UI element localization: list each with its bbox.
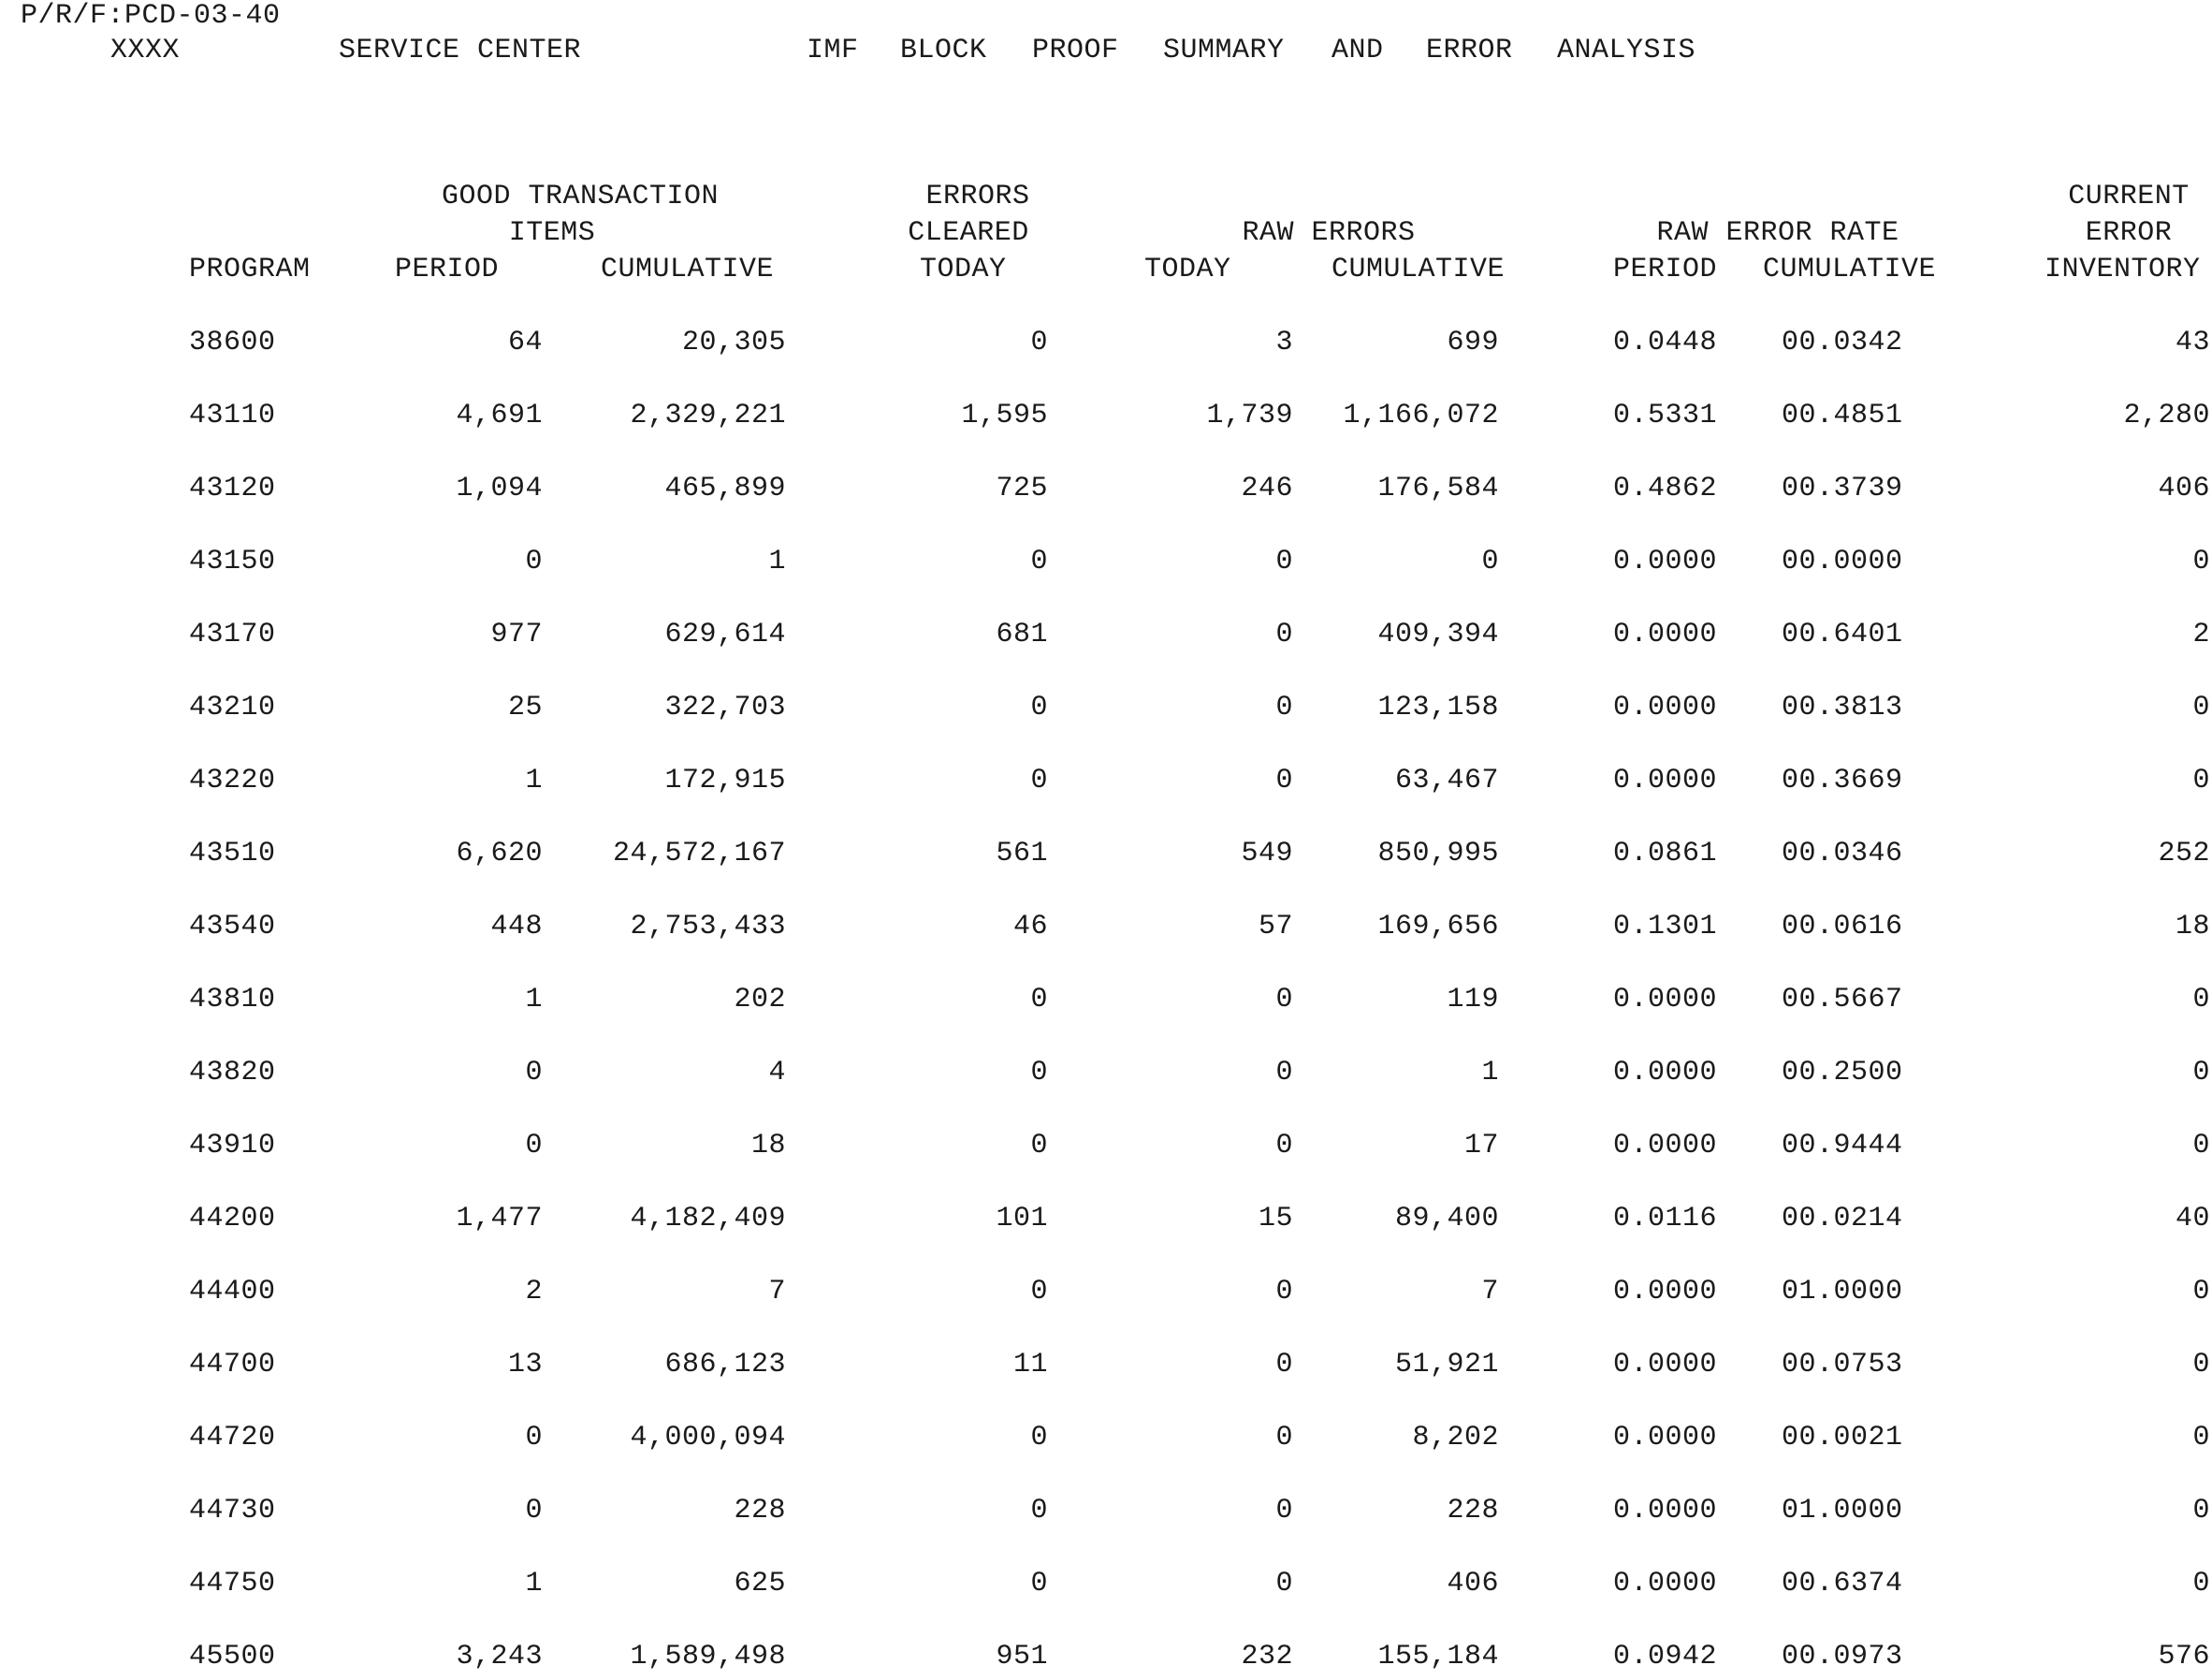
cell-rate-period: 0.0000: [1613, 692, 1718, 723]
cell-raw-errors-today: 0: [1275, 1349, 1293, 1381]
cell-program: 44750: [189, 1568, 276, 1600]
cell-inventory: 576: [2158, 1641, 2210, 1673]
cell-raw-errors-today: 0: [1275, 1276, 1293, 1307]
table-row: [0, 1351, 2212, 1388]
cell-inventory: 0: [2192, 1057, 2210, 1088]
table-row: [0, 694, 2212, 731]
cell-rate-period: 0.0000: [1613, 619, 1718, 650]
cell-program: 43150: [189, 546, 276, 577]
cell-program: 43220: [189, 765, 276, 796]
cell-raw-errors-cumulative: 63,467: [1394, 765, 1499, 796]
cell-program: 43170: [189, 619, 276, 650]
table-row: [0, 840, 2212, 877]
cell-raw-errors-today: 0: [1275, 765, 1293, 796]
cell-raw-errors-cumulative: 155,184: [1377, 1641, 1499, 1673]
cell-raw-errors-cumulative: 850,995: [1377, 838, 1499, 869]
cell-raw-errors-today: 0: [1275, 1422, 1293, 1454]
cell-rate-cumulative: 00.6401: [1782, 619, 1903, 650]
cell-errors-cleared-today: 46: [1012, 911, 1048, 942]
cell-raw-errors-cumulative: 228: [1447, 1495, 1499, 1527]
cell-errors-cleared-today: 681: [996, 619, 1048, 650]
cell-period: 25: [507, 692, 543, 723]
cell-errors-cleared-today: 11: [1012, 1349, 1048, 1381]
cell-cumulative: 4,182,409: [630, 1203, 786, 1234]
header-current: CURRENT: [2068, 181, 2190, 212]
cell-inventory: 18: [2175, 911, 2210, 942]
table-row: [0, 1570, 2212, 1607]
header-rate-period: PERIOD: [1613, 254, 1718, 285]
cell-inventory: 43: [2175, 327, 2210, 358]
cell-raw-errors-today: 0: [1275, 984, 1293, 1015]
cell-raw-errors-today: 3: [1275, 327, 1293, 358]
cell-inventory: 0: [2192, 1276, 2210, 1307]
cell-raw-errors-cumulative: 119: [1447, 984, 1499, 1015]
cell-errors-cleared-today: 0: [1030, 327, 1048, 358]
cell-raw-errors-today: 232: [1241, 1641, 1293, 1673]
cell-raw-errors-cumulative: 89,400: [1394, 1203, 1499, 1234]
header-raw-error-rate: RAW ERROR RATE: [1656, 217, 1899, 249]
table-row: [0, 1424, 2212, 1461]
cell-rate-period: 0.0000: [1613, 1349, 1718, 1381]
cell-errors-cleared-today: 0: [1030, 1057, 1048, 1088]
cell-rate-cumulative: 00.0000: [1782, 546, 1903, 577]
cell-rate-period: 0.5331: [1613, 400, 1718, 431]
table-row: [0, 1205, 2212, 1242]
cell-cumulative: 24,572,167: [612, 838, 786, 869]
cell-raw-errors-cumulative: 7: [1481, 1276, 1499, 1307]
cell-period: 6,620: [456, 838, 543, 869]
cell-cumulative: 4: [768, 1057, 786, 1088]
header-program: PROGRAM: [189, 254, 311, 285]
cell-raw-errors-cumulative: 0: [1481, 546, 1499, 577]
table-row: [0, 402, 2212, 439]
cell-program: 43540: [189, 911, 276, 942]
cell-program: 43820: [189, 1057, 276, 1088]
cell-program: 43210: [189, 692, 276, 723]
table-row: [0, 767, 2212, 804]
cell-program: 44400: [189, 1276, 276, 1307]
cell-raw-errors-today: 15: [1258, 1203, 1293, 1234]
cell-raw-errors-cumulative: 17: [1463, 1130, 1499, 1161]
cell-raw-errors-today: 0: [1275, 1568, 1293, 1600]
cell-cumulative: 686,123: [664, 1349, 786, 1381]
center-label: SERVICE CENTER: [339, 35, 582, 66]
header-raw-today: TODAY: [1144, 254, 1231, 285]
cell-rate-period: 0.0942: [1613, 1641, 1718, 1673]
table-row: [0, 621, 2212, 658]
header-raw-errors: RAW ERRORS: [1242, 217, 1416, 249]
cell-rate-period: 0.0000: [1613, 546, 1718, 577]
cell-rate-cumulative: 00.0616: [1782, 911, 1903, 942]
title-word: PROOF: [1032, 35, 1119, 66]
table-row: [0, 329, 2212, 366]
cell-raw-errors-today: 57: [1258, 911, 1293, 942]
cell-errors-cleared-today: 725: [996, 473, 1048, 504]
cell-raw-errors-cumulative: 409,394: [1377, 619, 1499, 650]
cell-raw-errors-cumulative: 1: [1481, 1057, 1499, 1088]
table-row: [0, 548, 2212, 585]
header-raw-cumulative: CUMULATIVE: [1332, 254, 1506, 285]
cell-raw-errors-cumulative: 123,158: [1377, 692, 1499, 723]
cell-rate-cumulative: 00.6374: [1782, 1568, 1903, 1600]
cell-inventory: 0: [2192, 765, 2210, 796]
cell-inventory: 0: [2192, 692, 2210, 723]
cell-rate-cumulative: 00.0214: [1782, 1203, 1903, 1234]
header-good-transaction: GOOD TRANSACTION: [441, 181, 720, 212]
cell-inventory: 2: [2192, 619, 2210, 650]
cell-program: 44200: [189, 1203, 276, 1234]
cell-rate-period: 0.0861: [1613, 838, 1718, 869]
cell-raw-errors-cumulative: 176,584: [1377, 473, 1499, 504]
cell-period: 0: [525, 1495, 543, 1527]
cell-rate-period: 0.0000: [1613, 1422, 1718, 1454]
cell-cumulative: 1,589,498: [630, 1641, 786, 1673]
cell-program: 44730: [189, 1495, 276, 1527]
cell-cumulative: 7: [768, 1276, 786, 1307]
cell-program: 43120: [189, 473, 276, 504]
cell-cumulative: 625: [734, 1568, 786, 1600]
cell-program: 45500: [189, 1641, 276, 1673]
cell-raw-errors-today: 0: [1275, 619, 1293, 650]
table-row: [0, 1497, 2212, 1534]
cell-period: 4,691: [456, 400, 543, 431]
cell-cumulative: 322,703: [664, 692, 786, 723]
cell-rate-cumulative: 00.3813: [1782, 692, 1903, 723]
cell-inventory: 0: [2192, 1568, 2210, 1600]
report-id: P/R/F:PCD-03-40: [21, 0, 281, 32]
cell-rate-period: 0.0000: [1613, 1495, 1718, 1527]
cell-rate-period: 0.0000: [1613, 1276, 1718, 1307]
cell-period: 1: [525, 984, 543, 1015]
cell-errors-cleared-today: 0: [1030, 692, 1048, 723]
header-errors: ERRORS: [925, 181, 1030, 212]
cell-errors-cleared-today: 0: [1030, 546, 1048, 577]
cell-program: 43510: [189, 838, 276, 869]
cell-errors-cleared-today: 561: [996, 838, 1048, 869]
cell-cumulative: 228: [734, 1495, 786, 1527]
cell-inventory: 0: [2192, 1130, 2210, 1161]
cell-rate-cumulative: 00.0021: [1782, 1422, 1903, 1454]
cell-period: 1: [525, 1568, 543, 1600]
cell-rate-cumulative: 00.9444: [1782, 1130, 1903, 1161]
header-cleared: CLEARED: [908, 217, 1029, 249]
cell-rate-period: 0.0000: [1613, 765, 1718, 796]
cell-rate-cumulative: 00.0753: [1782, 1349, 1903, 1381]
cell-raw-errors-cumulative: 406: [1447, 1568, 1499, 1600]
cell-program: 44720: [189, 1422, 276, 1454]
cell-raw-errors-cumulative: 169,656: [1377, 911, 1499, 942]
cell-cumulative: 2,753,433: [630, 911, 786, 942]
table-row: [0, 1132, 2212, 1169]
header-error: ERROR: [2085, 217, 2173, 249]
cell-cumulative: 172,915: [664, 765, 786, 796]
cell-cumulative: 629,614: [664, 619, 786, 650]
header-today: TODAY: [920, 254, 1007, 285]
cell-raw-errors-today: 1,739: [1206, 400, 1293, 431]
cell-rate-period: 0.4862: [1613, 473, 1718, 504]
cell-rate-cumulative: 00.0346: [1782, 838, 1903, 869]
cell-period: 1,477: [456, 1203, 543, 1234]
table-row: [0, 1278, 2212, 1315]
cell-errors-cleared-today: 1,595: [961, 400, 1048, 431]
cell-period: 0: [525, 1130, 543, 1161]
cell-inventory: 0: [2192, 984, 2210, 1015]
cell-rate-cumulative: 00.0973: [1782, 1641, 1903, 1673]
cell-raw-errors-today: 0: [1275, 1495, 1293, 1527]
cell-rate-cumulative: 00.3669: [1782, 765, 1903, 796]
cell-errors-cleared-today: 0: [1030, 1422, 1048, 1454]
cell-inventory: 0: [2192, 1349, 2210, 1381]
cell-cumulative: 2,329,221: [630, 400, 786, 431]
cell-cumulative: 202: [734, 984, 786, 1015]
cell-errors-cleared-today: 0: [1030, 984, 1048, 1015]
table-row: [0, 986, 2212, 1023]
title-word: ANALYSIS: [1557, 35, 1696, 66]
cell-period: 13: [507, 1349, 543, 1381]
cell-rate-cumulative: 00.0342: [1782, 327, 1903, 358]
cell-raw-errors-cumulative: 699: [1447, 327, 1499, 358]
cell-period: 2: [525, 1276, 543, 1307]
cell-raw-errors-today: 0: [1275, 1130, 1293, 1161]
cell-cumulative: 465,899: [664, 473, 786, 504]
cell-rate-period: 0.0448: [1613, 327, 1718, 358]
cell-period: 1: [525, 765, 543, 796]
cell-period: 0: [525, 1057, 543, 1088]
cell-cumulative: 20,305: [681, 327, 786, 358]
cell-raw-errors-today: 246: [1241, 473, 1293, 504]
cell-cumulative: 1: [768, 546, 786, 577]
cell-errors-cleared-today: 0: [1030, 1276, 1048, 1307]
cell-inventory: 0: [2192, 1422, 2210, 1454]
cell-errors-cleared-today: 0: [1030, 1130, 1048, 1161]
cell-raw-errors-today: 549: [1241, 838, 1293, 869]
cell-rate-period: 0.0000: [1613, 1568, 1718, 1600]
title-word: IMF: [807, 35, 859, 66]
header-cumulative: CUMULATIVE: [601, 254, 775, 285]
cell-raw-errors-cumulative: 1,166,072: [1343, 400, 1499, 431]
table-row: [0, 913, 2212, 950]
cell-rate-cumulative: 00.5667: [1782, 984, 1903, 1015]
table-row: [0, 475, 2212, 512]
title-word: SUMMARY: [1163, 35, 1285, 66]
title-word: ERROR: [1426, 35, 1513, 66]
header-period: PERIOD: [395, 254, 500, 285]
cell-rate-cumulative: 01.0000: [1782, 1276, 1903, 1307]
cell-rate-period: 0.0000: [1613, 1057, 1718, 1088]
cell-inventory: 0: [2192, 546, 2210, 577]
cell-rate-period: 0.0116: [1613, 1203, 1718, 1234]
cell-errors-cleared-today: 0: [1030, 1495, 1048, 1527]
cell-errors-cleared-today: 0: [1030, 1568, 1048, 1600]
cell-rate-period: 0.1301: [1613, 911, 1718, 942]
cell-period: 0: [525, 1422, 543, 1454]
cell-program: 43810: [189, 984, 276, 1015]
cell-period: 1,094: [456, 473, 543, 504]
cell-inventory: 252: [2158, 838, 2210, 869]
cell-period: 977: [490, 619, 543, 650]
cell-program: 44700: [189, 1349, 276, 1381]
cell-rate-period: 0.0000: [1613, 1130, 1718, 1161]
header-inventory: INVENTORY: [2045, 254, 2201, 285]
cell-errors-cleared-today: 101: [996, 1203, 1048, 1234]
cell-period: 0: [525, 546, 543, 577]
cell-cumulative: 4,000,094: [630, 1422, 786, 1454]
title-word: BLOCK: [900, 35, 987, 66]
title-word: AND: [1332, 35, 1384, 66]
cell-inventory: 40: [2175, 1203, 2210, 1234]
cell-raw-errors-cumulative: 8,202: [1412, 1422, 1499, 1454]
cell-rate-cumulative: 00.3739: [1782, 473, 1903, 504]
cell-raw-errors-today: 0: [1275, 692, 1293, 723]
header-items: ITEMS: [508, 217, 596, 249]
cell-inventory: 0: [2192, 1495, 2210, 1527]
cell-inventory: 2,280: [2123, 400, 2210, 431]
cell-rate-cumulative: 00.4851: [1782, 400, 1903, 431]
cell-program: 43910: [189, 1130, 276, 1161]
cell-errors-cleared-today: 951: [996, 1641, 1048, 1673]
cell-raw-errors-cumulative: 51,921: [1394, 1349, 1499, 1381]
table-row: [0, 1643, 2212, 1680]
center-code: XXXX: [110, 35, 181, 66]
cell-errors-cleared-today: 0: [1030, 765, 1048, 796]
cell-raw-errors-today: 0: [1275, 546, 1293, 577]
table-row: [0, 1059, 2212, 1096]
cell-rate-period: 0.0000: [1613, 984, 1718, 1015]
cell-inventory: 406: [2158, 473, 2210, 504]
cell-cumulative: 18: [750, 1130, 786, 1161]
header-rate-cumulative: CUMULATIVE: [1763, 254, 1937, 285]
cell-raw-errors-today: 0: [1275, 1057, 1293, 1088]
cell-rate-cumulative: 00.2500: [1782, 1057, 1903, 1088]
cell-program: 38600: [189, 327, 276, 358]
cell-period: 64: [507, 327, 543, 358]
cell-period: 448: [490, 911, 543, 942]
cell-program: 43110: [189, 400, 276, 431]
cell-period: 3,243: [456, 1641, 543, 1673]
cell-rate-cumulative: 01.0000: [1782, 1495, 1903, 1527]
